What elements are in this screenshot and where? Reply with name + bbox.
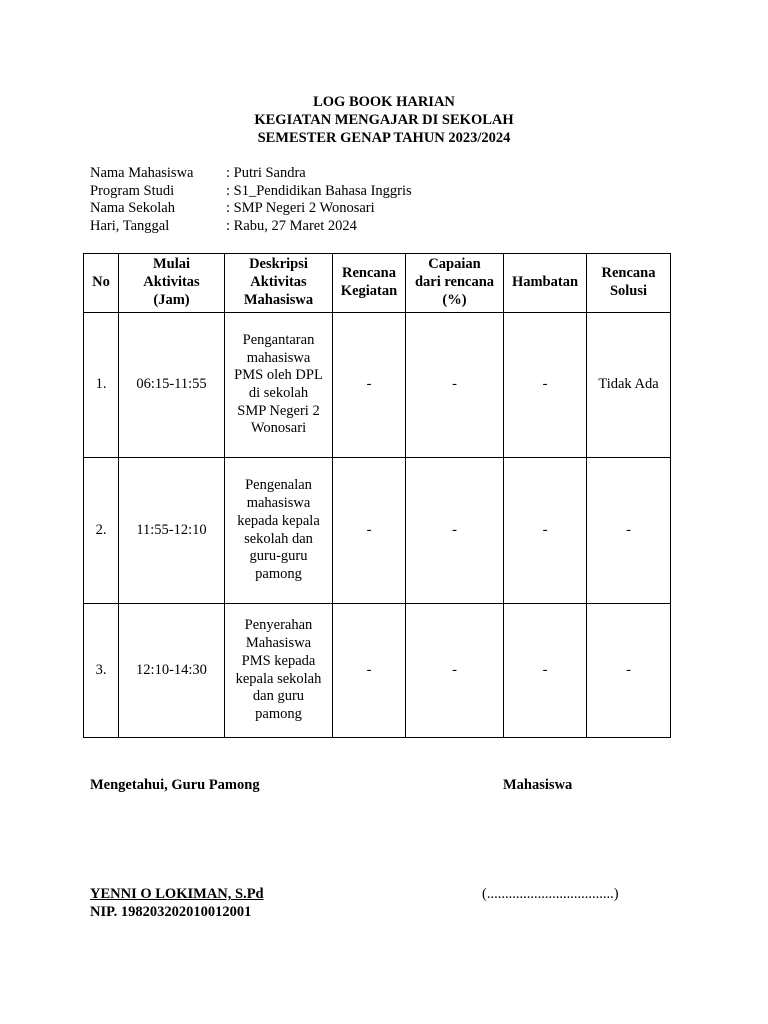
cell-description: Pengantaran mahasiswa PMS oleh DPL di sekolah SMP Negeri 2 Wonosari <box>225 313 333 458</box>
cell-plan: - <box>333 313 406 458</box>
info-row-date <box>90 218 412 236</box>
info-value: : SMP Negeri 2 Wonosari <box>226 200 375 217</box>
cell-achievement: - <box>406 458 504 604</box>
header-solution: Rencana Solusi <box>587 254 671 313</box>
cell-obstacle: - <box>504 458 587 604</box>
title-line-2: KEGIATAN MENGAJAR DI SEKOLAH <box>254 112 514 128</box>
cell-obstacle: - <box>504 313 587 458</box>
teacher-signature-heading: Mengetahui, Guru Pamong <box>90 777 260 793</box>
info-label: Program Studi <box>90 182 175 199</box>
cell-achievement: - <box>406 313 504 458</box>
teacher-nip: NIP. 198203202010012001 <box>90 904 252 920</box>
info-label: Nama Sekolah <box>90 200 175 217</box>
info-row-school <box>90 200 412 218</box>
cell-solution: - <box>587 604 671 738</box>
cell-no: 3. <box>84 604 119 738</box>
cell-obstacle: - <box>504 604 587 738</box>
cell-plan: - <box>333 458 406 604</box>
cell-no: 2. <box>84 458 119 604</box>
header-no: No <box>84 254 119 313</box>
title-line-3: SEMESTER GENAP TAHUN 2023/2024 <box>257 130 511 146</box>
info-value: : Rabu, 27 Maret 2024 <box>226 218 357 235</box>
cell-description: Pengenalan mahasiswa kepada kepala sekolah dan guru-guru pamong <box>225 458 333 604</box>
student-signature-heading: Mahasiswa <box>503 777 573 793</box>
info-row-name <box>90 165 412 183</box>
table-row <box>84 313 671 458</box>
table-row <box>84 458 671 604</box>
info-value: : Putri Sandra <box>226 165 306 181</box>
cell-description: Penyerahan Mahasiswa PMS kepada kepala sekolah dan guru pamong <box>225 604 333 738</box>
teacher-name: YENNI O LOKIMAN, S.Pd <box>90 886 264 902</box>
document-title <box>0 93 768 147</box>
header-achievement: Capaian dari rencana (%) <box>406 254 504 313</box>
header-start-time: Mulai Aktivitas (Jam) <box>119 254 225 313</box>
cell-solution: - <box>587 458 671 604</box>
info-value: : S1_Pendidikan Bahasa Inggris <box>226 182 412 199</box>
header-description: Deskripsi Aktivitas Mahasiswa <box>225 254 333 313</box>
info-label: Hari, Tanggal <box>90 218 170 235</box>
info-label: Nama Mahasiswa <box>90 165 194 181</box>
table-header-row <box>84 254 671 313</box>
table-row <box>84 604 671 738</box>
activity-log-table <box>83 253 671 738</box>
cell-time: 12:10-14:30 <box>119 604 225 738</box>
student-signature-placeholder: (...................................) <box>482 886 619 902</box>
cell-time: 11:55-12:10 <box>119 458 225 604</box>
header-plan: Rencana Kegiatan <box>333 254 406 313</box>
cell-solution: Tidak Ada <box>587 313 671 458</box>
header-obstacle: Hambatan <box>504 254 587 313</box>
cell-plan: - <box>333 604 406 738</box>
title-line-1: LOG BOOK HARIAN <box>313 94 455 110</box>
cell-time: 06:15-11:55 <box>119 313 225 458</box>
student-info <box>90 165 412 236</box>
cell-achievement: - <box>406 604 504 738</box>
cell-no: 1. <box>84 313 119 458</box>
info-row-program <box>90 183 412 201</box>
